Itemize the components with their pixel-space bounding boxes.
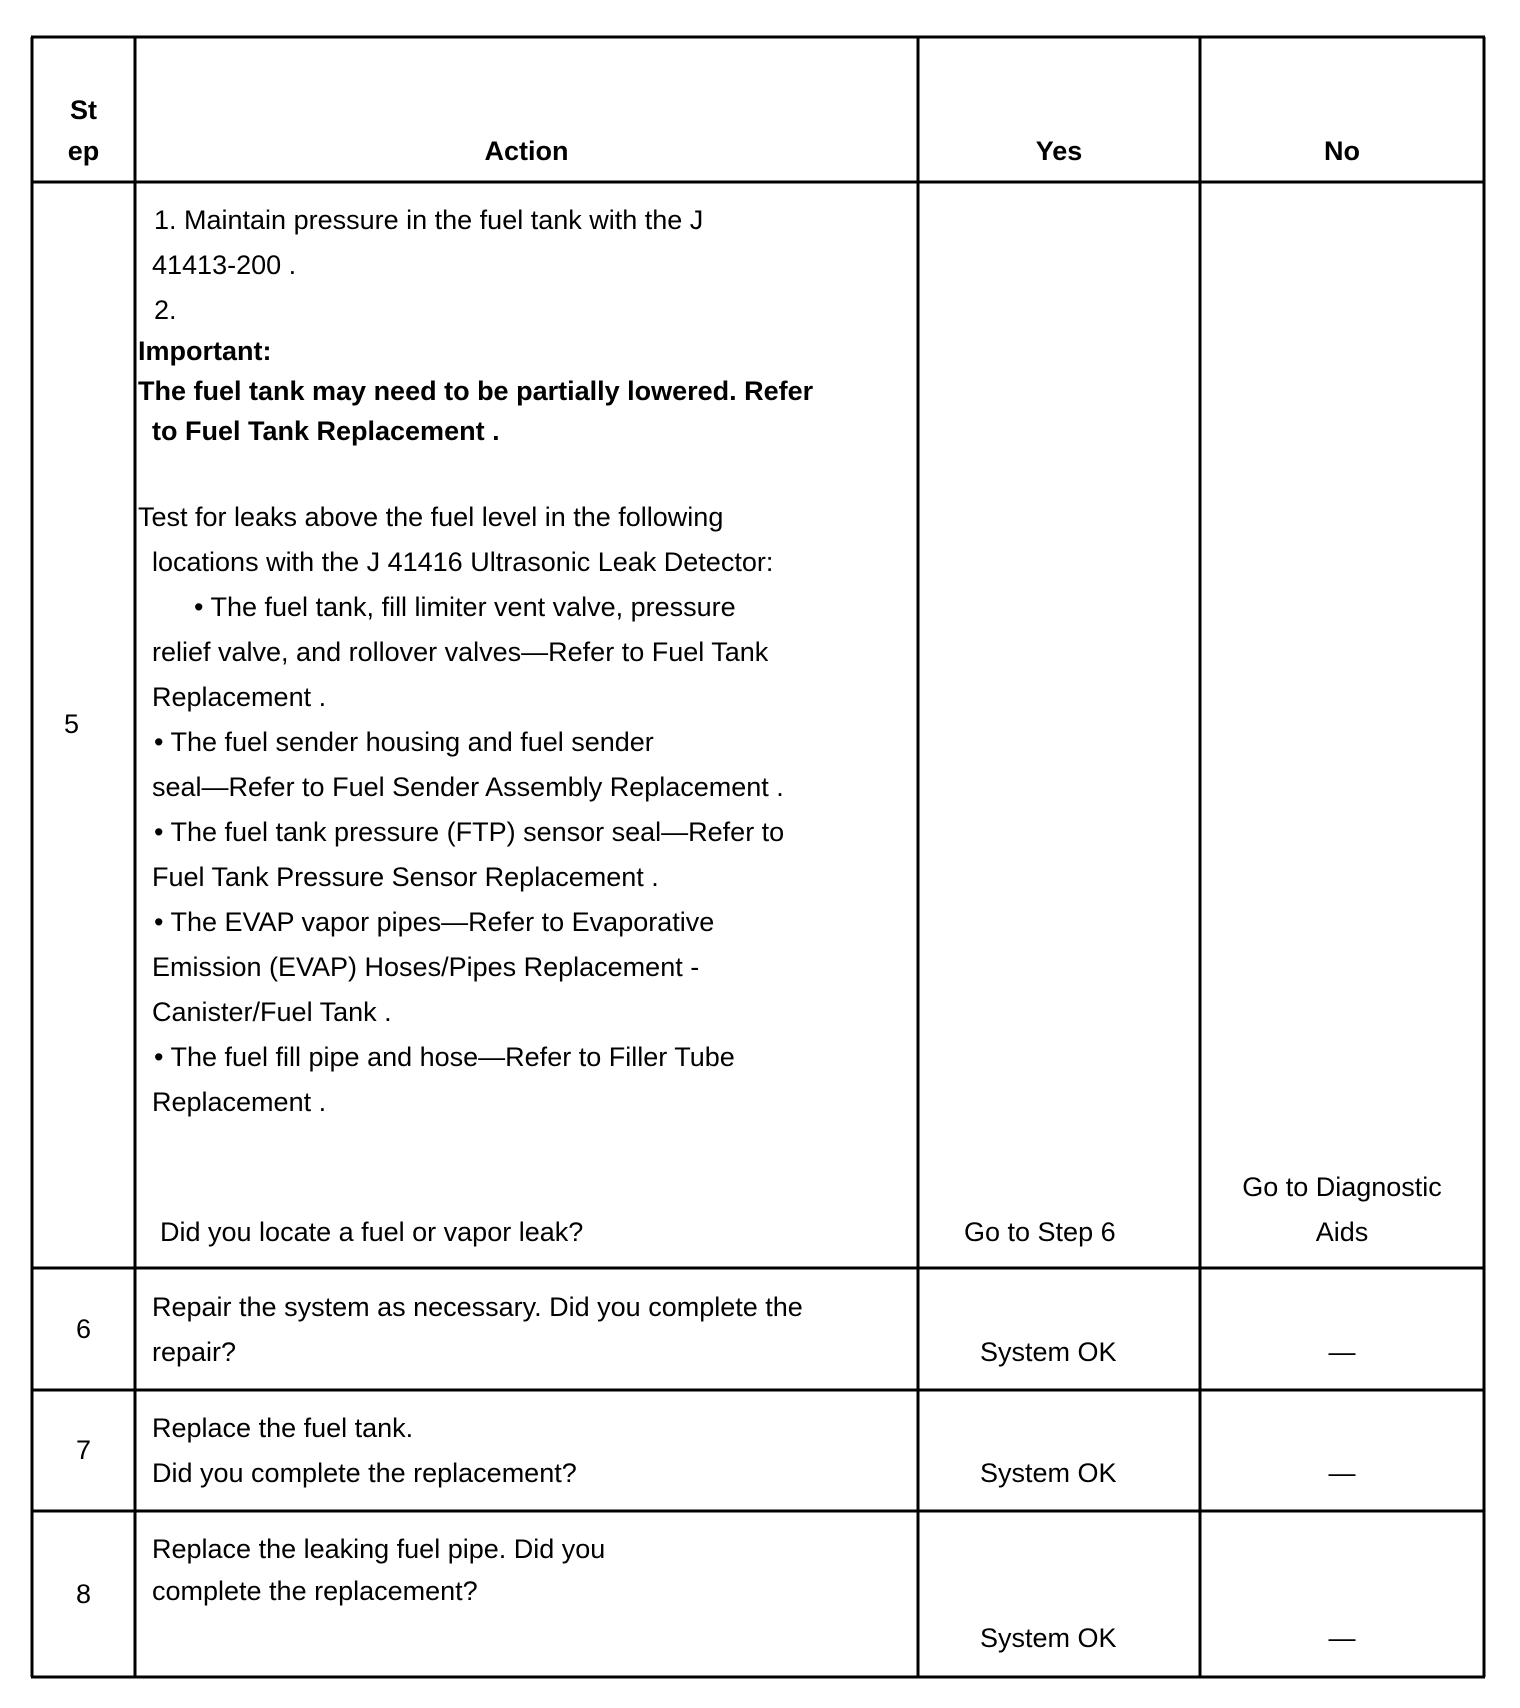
step-7-no-result: — — [1328, 1458, 1356, 1488]
step-7-yes-result: System OK — [980, 1458, 1117, 1488]
step-5-line-15: Fuel Tank Pressure Sensor Replacement . — [152, 862, 659, 892]
step-6-action-line-1: Repair the system as necessary. Did you complete the — [152, 1292, 803, 1322]
important-label: Important: — [138, 336, 272, 366]
header-action-label: Action — [484, 136, 569, 166]
step-5-line-1: 1. Maintain pressure in the fuel tank with the J — [154, 205, 704, 235]
step-6-number: 6 — [75, 1314, 92, 1344]
step-6-yes-result: System OK — [980, 1337, 1117, 1367]
step-5-line-11: Replacement . — [152, 682, 327, 712]
step-6-no-result: — — [1328, 1337, 1356, 1367]
step-8-yes-result: System OK — [980, 1623, 1117, 1653]
step-7-action-line-2: Did you complete the replacement? — [152, 1458, 577, 1488]
header-no-label: No — [1324, 136, 1360, 166]
step-8-action-line-1: Replace the leaking fuel pipe. Did you — [152, 1534, 606, 1564]
step-5-line-13: seal—Refer to Fuel Sender Assembly Replacement . — [152, 772, 784, 802]
step-5-no-result-line-1: Go to Diagnostic — [1242, 1172, 1442, 1202]
step-8-action-line-2: complete the replacement? — [152, 1576, 478, 1606]
header-step-label-2: ep — [67, 136, 100, 166]
step-5-line-10: relief valve, and rollover valves—Refer to Fuel Tank — [152, 637, 769, 667]
step-5-line-3: 2. — [154, 295, 177, 325]
step-6-action-line-2: repair? — [152, 1337, 237, 1367]
step-5-line-19: • The fuel fill pipe and hose—Refer to Filler Tube — [154, 1042, 735, 1072]
header-yes-label: Yes — [1035, 136, 1083, 166]
step-5-line-7: Test for leaks above the fuel level in the following — [138, 502, 724, 532]
step-5-line-17: Emission (EVAP) Hoses/Pipes Replacement - — [152, 952, 700, 982]
step-5-line-16: • The EVAP vapor pipes—Refer to Evaporative — [154, 907, 715, 937]
step-8-no-result: — — [1328, 1623, 1356, 1653]
step-5-line-14: • The fuel tank pressure (FTP) sensor seal—Refer to — [154, 817, 785, 847]
step-5-yes-result: Go to Step 6 — [964, 1217, 1116, 1247]
step-5-line-20: Replacement . — [152, 1087, 327, 1117]
step-5-question: Did you locate a fuel or vapor leak? — [160, 1217, 584, 1247]
step-7-action-line-1: Replace the fuel tank. — [152, 1413, 414, 1443]
step-5-no-result-line-2: Aids — [1315, 1217, 1369, 1247]
step-5-line-9: • The fuel tank, fill limiter vent valve, pressure — [194, 592, 736, 622]
step-5-number: 5 — [64, 709, 80, 739]
step-5-line-2: 41413-200 . — [152, 250, 297, 280]
header-step-label-1: St — [70, 95, 97, 125]
important-note-line-2: to Fuel Tank Replacement . — [152, 416, 500, 446]
important-note-line-1: The fuel tank may need to be partially lowered. Refer — [138, 376, 814, 406]
step-7-number: 7 — [75, 1435, 92, 1465]
step-5-line-12: • The fuel sender housing and fuel sender — [154, 727, 654, 757]
step-8-number: 8 — [75, 1579, 92, 1609]
step-5-line-18: Canister/Fuel Tank . — [152, 997, 392, 1027]
step-5-line-8: locations with the J 41416 Ultrasonic Leak Detector: — [152, 547, 774, 577]
